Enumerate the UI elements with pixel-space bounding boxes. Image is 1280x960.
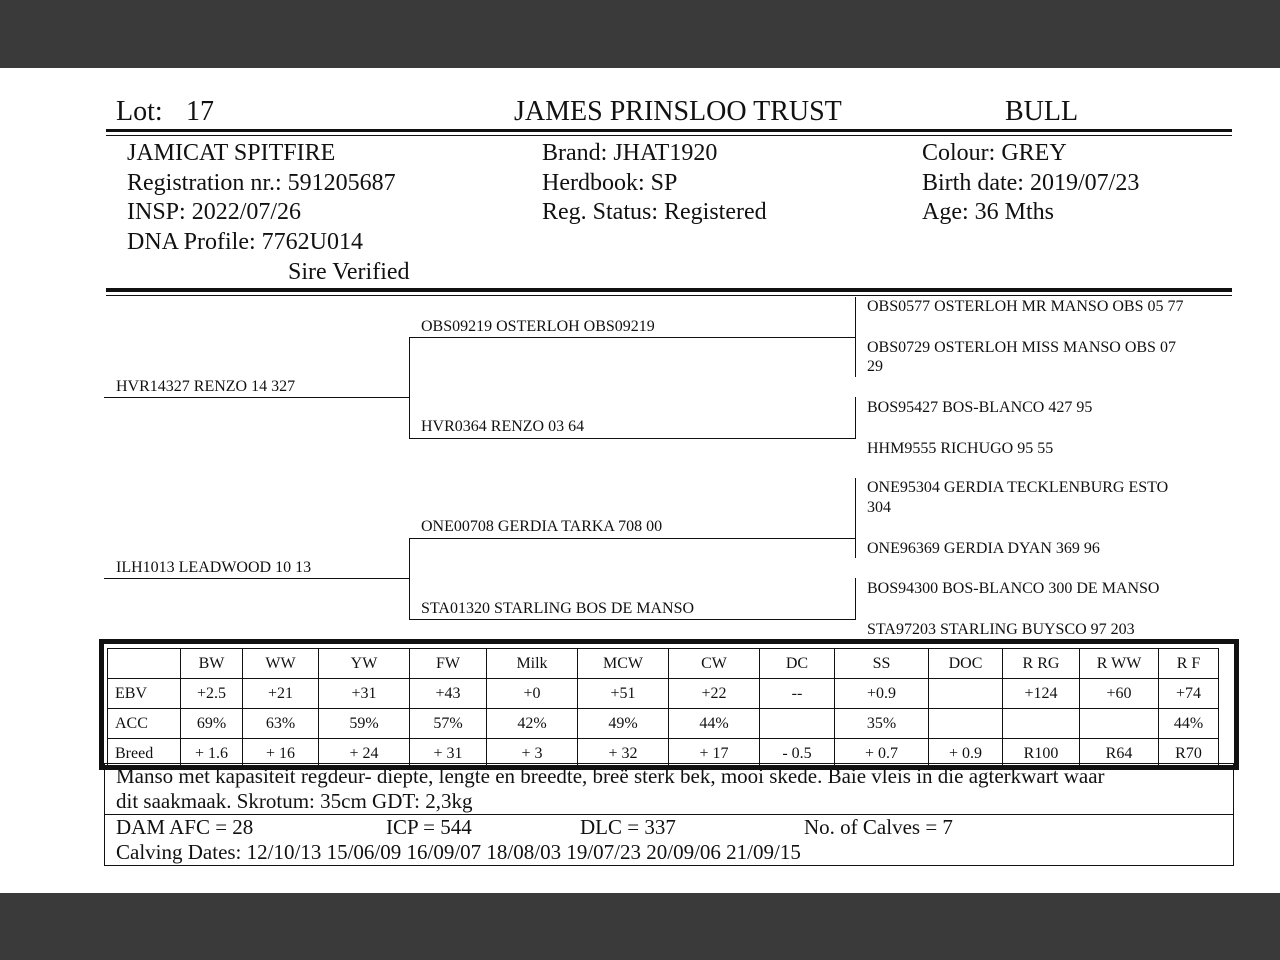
animal-name: JAMICAT SPITFIRE xyxy=(127,140,336,166)
pedigree-line xyxy=(855,578,856,619)
dam-dlc: DLC = 337 xyxy=(580,815,676,839)
table-cell: + 32 xyxy=(578,739,669,769)
table-cell: +74 xyxy=(1159,679,1219,709)
table-cell: + 24 xyxy=(319,739,410,769)
pedigree-line xyxy=(409,337,856,338)
pedigree-dam-dam: STA01320 STARLING BOS DE MANSO xyxy=(421,600,695,617)
table-cell: + 1.6 xyxy=(181,739,243,769)
table-cell: + 16 xyxy=(243,739,319,769)
top-dark-band xyxy=(0,0,1280,68)
pedigree-dam-sire: ONE00708 GERDIA TARKA 708 00 xyxy=(421,518,663,535)
table-cell: + 0.7 xyxy=(835,739,929,769)
row-label: EBV xyxy=(108,679,181,709)
registration-number: Registration nr.: 591205687 xyxy=(127,170,396,196)
table-cell: +0 xyxy=(487,679,578,709)
table-cell: +60 xyxy=(1080,679,1159,709)
row-label: ACC xyxy=(108,709,181,739)
table-header-cell: BW xyxy=(181,649,243,679)
table-cell: 59% xyxy=(319,709,410,739)
table-header-cell: DOC xyxy=(929,649,1003,679)
table-cell: R64 xyxy=(1080,739,1159,769)
table-header-cell: CW xyxy=(669,649,760,679)
table-header-cell: DC xyxy=(760,649,835,679)
pedigree-ggp: BOS94300 BOS-BLANCO 300 DE MANSO xyxy=(867,580,1160,597)
pedigree-line xyxy=(409,619,856,620)
table-header-cell: MCW xyxy=(578,649,669,679)
row-label: Breed xyxy=(108,739,181,769)
pedigree-line xyxy=(409,438,856,439)
table-cell: 44% xyxy=(669,709,760,739)
herdbook: Herdbook: SP xyxy=(542,170,678,196)
pedigree-sire-sire: OBS09219 OSTERLOH OBS09219 xyxy=(421,318,655,335)
info-rule-thick xyxy=(106,288,1232,292)
table-cell: +31 xyxy=(319,679,410,709)
table-cell: 49% xyxy=(578,709,669,739)
dna-profile: DNA Profile: 7762U014 xyxy=(127,229,363,255)
pedigree-ggp: ONE95304 GERDIA TECKLENBURG ESTO xyxy=(867,479,1169,496)
pedigree-ggp: ONE96369 GERDIA DYAN 369 96 xyxy=(867,540,1100,557)
table-cell: +0.9 xyxy=(835,679,929,709)
pedigree-line xyxy=(855,397,856,438)
seller-name: JAMES PRINSLOO TRUST xyxy=(514,96,842,127)
table-header-cell: WW xyxy=(243,649,319,679)
table-cell: 44% xyxy=(1159,709,1219,739)
comments-line-1: Manso met kapasiteit regdeur- diepte, lengte en breedte, breë sterk bek, mooi skede. Baie vleis in die agterkwart waar xyxy=(116,764,1105,788)
pedigree-ggp: 29 xyxy=(867,358,883,375)
dam-calves: No. of Calves = 7 xyxy=(804,815,953,839)
header-rule-thin xyxy=(106,135,1232,136)
dam-icp: ICP = 544 xyxy=(386,815,472,839)
dna-status: Sire Verified xyxy=(288,259,410,285)
pedigree-ggp: OBS0729 OSTERLOH MISS MANSO OBS 07 xyxy=(867,339,1176,356)
calving-dates: Calving Dates: 12/10/13 15/06/09 16/09/07 18/08/03 19/07/23 20/09/06 21/09/15 xyxy=(116,840,801,864)
table-cell xyxy=(929,709,1003,739)
table-cell xyxy=(1080,709,1159,739)
table-cell: +2.5 xyxy=(181,679,243,709)
table-cell: 42% xyxy=(487,709,578,739)
info-rule-thin xyxy=(106,295,1232,296)
table-cell: + 0.9 xyxy=(929,739,1003,769)
ebv-header-row xyxy=(108,649,1219,679)
table-cell: +43 xyxy=(410,679,487,709)
table-cell: +51 xyxy=(578,679,669,709)
lot-label: Lot: xyxy=(116,96,163,127)
table-cell: 57% xyxy=(410,709,487,739)
table-cell: -- xyxy=(760,679,835,709)
acc-row xyxy=(108,709,1219,739)
table-header-cell: R RG xyxy=(1003,649,1080,679)
pedigree-line xyxy=(409,538,856,539)
lot-number: 17 xyxy=(186,96,214,127)
table-cell: R70 xyxy=(1159,739,1219,769)
pedigree-line xyxy=(409,538,410,619)
table-cell: 63% xyxy=(243,709,319,739)
pedigree-ggp: BOS95427 BOS-BLANCO 427 95 xyxy=(867,399,1093,416)
pedigree-sire-dam: HVR0364 RENZO 03 64 xyxy=(421,418,585,435)
pedigree-ggp: STA97203 STARLING BUYSCO 97 203 xyxy=(867,621,1135,638)
table-cell: R100 xyxy=(1003,739,1080,769)
table-cell: +22 xyxy=(669,679,760,709)
table-cell xyxy=(760,709,835,739)
table-cell xyxy=(929,679,1003,709)
age: Age: 36 Mths xyxy=(922,199,1054,225)
table-cell: 69% xyxy=(181,709,243,739)
pedigree-dam: ILH1013 LEADWOOD 10 13 xyxy=(116,559,312,576)
pedigree-ggp: 304 xyxy=(867,499,891,516)
pedigree-ggp: HHM9555 RICHUGO 95 55 xyxy=(867,440,1054,457)
table-cell: - 0.5 xyxy=(760,739,835,769)
table-cell: + 17 xyxy=(669,739,760,769)
table-cell: + 31 xyxy=(410,739,487,769)
table-header-cell: R F xyxy=(1159,649,1219,679)
bottom-dark-band xyxy=(0,893,1280,960)
ebv-row xyxy=(108,679,1219,709)
table-header-cell: Milk xyxy=(487,649,578,679)
registration-status: Reg. Status: Registered xyxy=(542,199,767,225)
table-header-cell: FW xyxy=(410,649,487,679)
table-header-cell: SS xyxy=(835,649,929,679)
birth-date: Birth date: 2019/07/23 xyxy=(922,170,1140,196)
header-rule-thick xyxy=(106,129,1232,132)
animal-category: BULL xyxy=(1005,96,1079,127)
brand: Brand: JHAT1920 xyxy=(542,140,718,166)
colour: Colour: GREY xyxy=(922,140,1067,166)
table-cell xyxy=(1003,709,1080,739)
table-header-cell: YW xyxy=(319,649,410,679)
table-header-cell: R WW xyxy=(1080,649,1159,679)
pedigree-line xyxy=(855,297,856,377)
pedigree-line xyxy=(104,397,410,398)
inspection-date: INSP: 2022/07/26 xyxy=(127,199,302,225)
ebv-table xyxy=(107,648,1219,769)
table-cell: +124 xyxy=(1003,679,1080,709)
pedigree-sire: HVR14327 RENZO 14 327 xyxy=(116,378,296,395)
table-cell xyxy=(108,649,181,679)
comments-line-2: dit saakmaak. Skrotum: 35cm GDT: 2,3kg xyxy=(116,789,473,813)
pedigree-ggp: OBS0577 OSTERLOH MR MANSO OBS 05 77 xyxy=(867,298,1184,315)
table-cell: +21 xyxy=(243,679,319,709)
table-cell: 35% xyxy=(835,709,929,739)
pedigree-line xyxy=(409,337,410,438)
pedigree-line xyxy=(104,578,410,579)
dam-afc: DAM AFC = 28 xyxy=(116,815,254,839)
pedigree-line xyxy=(855,478,856,558)
table-cell: + 3 xyxy=(487,739,578,769)
